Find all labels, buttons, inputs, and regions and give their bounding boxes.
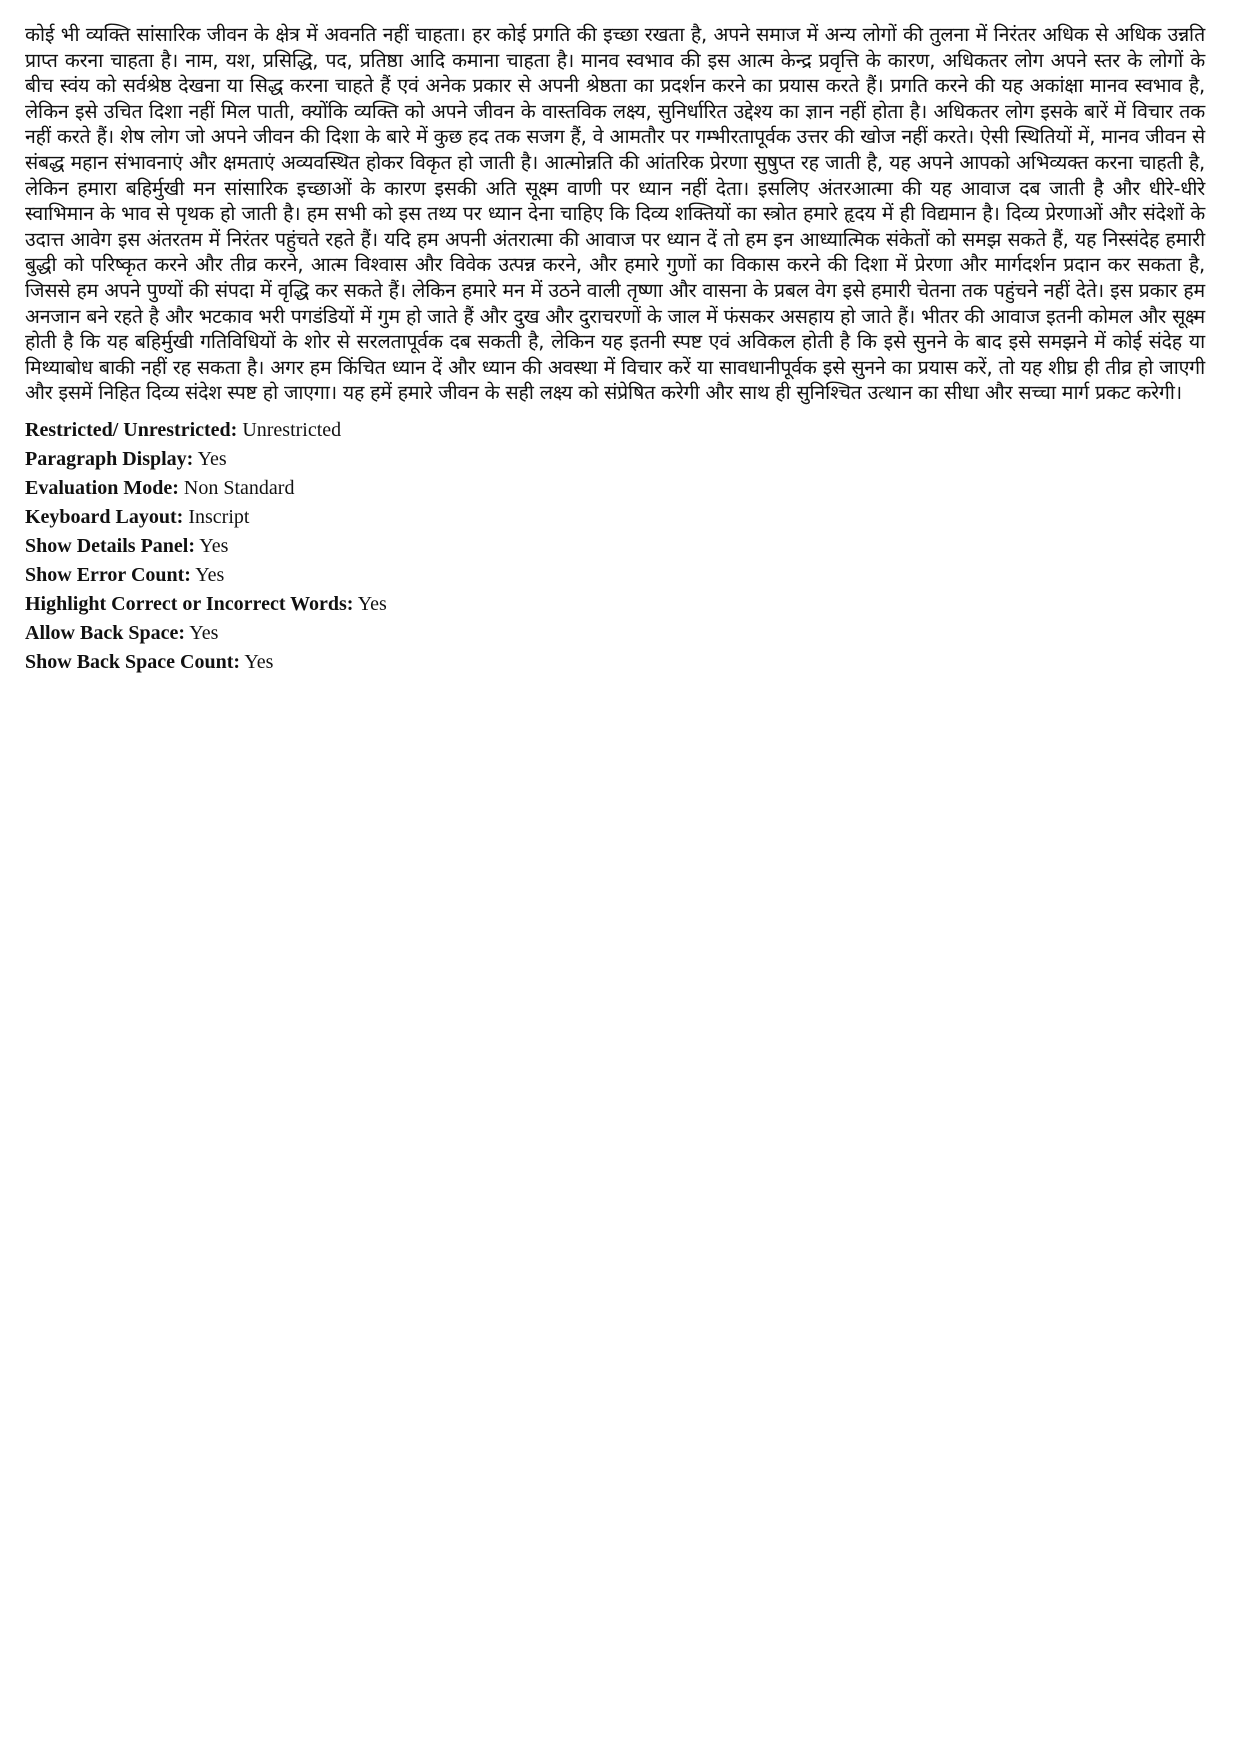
setting-value: Unrestricted	[242, 418, 342, 441]
setting-highlight-words	[25, 590, 1205, 619]
setting-show-back-space-count	[25, 648, 1205, 677]
setting-restriction	[25, 416, 1205, 445]
setting-keyboard-layout	[25, 503, 1205, 532]
typing-passage: कोई भी व्यक्ति सांसारिक जीवन के क्षेत्र में अवनति नहीं चाहता। हर कोई प्रगति की इच्छा रखता है, अपने समाज में अन्य लोगों की तुलना में निरंतर अधिक से अधिक उन्नति प्राप्त करना चाहता है। नाम, यश, प्रसिद्धि, पद, प्रतिष्ठा आदि कमाना चाहता है। मानव स्वभाव की इस आत्म केन्द्र प्रवृत्ति के कारण, अधिकतर लोग अपने स्तर के लोगों के बीच स्वंय को सर्वश्रेष्ठ देखना या सिद्ध करना चाहते हैं एवं अनेक प्रकार से अपनी श्रेष्ठता का प्रदर्शन करने का प्रयास करते हैं। प्रगति करने की यह अकांक्षा मानव स्वभाव है, लेकिन इसे उचित दिशा नहीं मिल पाती, क्योंकि व्यक्ति को अपने जीवन के वास्तविक लक्ष्य, सुनिर्धारित उद्देश्य का ज्ञान नहीं होता है। अधिकतर लोग इसके बारें में विचार तक नहीं करते हैं। शेष लोग जो अपने जीवन की दिशा के बारे में कुछ हद तक सजग हैं, वे आमतौर पर गम्भीरतापूर्वक उत्तर की खोज नहीं करते। ऐसी स्थितियों में, मानव जीवन से संबद्ध महान संभावनाएं और क्षमताएं अव्यवस्थित होकर विकृत हो जाती है। आत्मोन्नति की आंतरिक प्रेरणा सुषुप्त रह जाती है, यह अपने आपको अभिव्यक्त करना चाहती है, लेकिन हमारा बहिर्मुखी मन सांसारिक इच्छाओं के कारण इसकी अति सूक्ष्म वाणी पर ध्यान नहीं देता। इसलिए अंतरआत्मा की यह आवाज दब जाती है और धीरे-धीरे स्वाभिमान के भाव से पृथक हो जाती है। हम सभी को इस तथ्य पर ध्यान देना चाहिए कि दिव्य शक्तियों का स्त्रोत हमारे हृदय में ही विद्यमान है। दिव्य प्रेरणाओं और संदेशों के उदात्त आवेग इस अंतरतम में निरंतर पहुंचते रहते हैं। यदि हम अपनी अंतरात्मा की आवाज पर ध्यान दें तो हम इन आध्यात्मिक संकेतों को समझ सकते हैं, यह निस्संदेह हमारी बुद्धी को परिष्कृत करने और तीव्र करने, आत्म विश्वास और विवेक उत्पन्न करने, और हमारे गुणों का विकास करने की दिशा में प्रेरणा और मार्गदर्शन प्रदान कर सकता है, जिससे हम अपने पुण्यों की संपदा में वृद्धि कर सकते हैं। लेकिन हमारे मन में उठने वाली तृष्णा और वासना के प्रबल वेग इसे हमारी चेतना तक पहुंचने नहीं देते। इस प्रकार हम अनजान बने रहते है और भटकाव भरी पगडंडियों में गुम हो जाते हैं और दुख और दुराचरणों के जाल में फंसकर असहाय हो जाते हैं। भीतर की आवाज इतनी कोमल और सूक्ष्म होती है कि यह बहिर्मुखी गतिविधियों के शोर से सरलतापूर्वक दब सकती है, लेकिन यह इतनी स्पष्ट एवं अविकल होती है कि इसे सुनने के बाद इसे समझने में कोई संदेह या मिथ्याबोध बाकी नहीं रह सकता है। अगर हम किंचित ध्यान दें और ध्यान की अवस्था में विचार करें या सावधानीपूर्वक इसे सुनने का प्रयास करें, तो यह शीघ्र ही तीव्र हो जाएगी और इसमें निहित दिव्य संदेश स्पष्ट हो जाएगा। यह हमें हमारे जीवन के सही लक्ष्य को संप्रेषित करेगी और साथ ही सुनिश्चित उत्थान का सीधा और सच्चा मार्ग प्रकट करेगी।	[25, 23, 1205, 405]
test-settings-list	[25, 416, 1205, 677]
document-page	[25, 22, 1205, 677]
setting-label: Keyboard Layout:	[25, 505, 184, 528]
setting-label: Highlight Correct or Incorrect Words:	[25, 592, 354, 615]
setting-show-error-count	[25, 561, 1205, 590]
setting-value: Yes	[357, 592, 387, 615]
setting-value: Inscript	[188, 505, 250, 528]
setting-label: Paragraph Display:	[25, 447, 194, 470]
setting-value: Yes	[189, 621, 219, 644]
setting-show-details-panel	[25, 532, 1205, 561]
setting-label: Allow Back Space:	[25, 621, 185, 644]
setting-value: Yes	[195, 563, 225, 586]
setting-evaluation-mode	[25, 474, 1205, 503]
setting-allow-back-space	[25, 619, 1205, 648]
setting-paragraph-display	[25, 445, 1205, 474]
setting-label: Show Back Space Count:	[25, 650, 241, 673]
setting-value: Yes	[197, 447, 227, 470]
setting-label: Show Error Count:	[25, 563, 191, 586]
setting-value: Non Standard	[183, 476, 295, 499]
setting-label: Evaluation Mode:	[25, 476, 179, 499]
setting-value: Yes	[244, 650, 274, 673]
setting-label: Show Details Panel:	[25, 534, 195, 557]
setting-value: Yes	[199, 534, 229, 557]
setting-label: Restricted/ Unrestricted:	[25, 418, 238, 441]
